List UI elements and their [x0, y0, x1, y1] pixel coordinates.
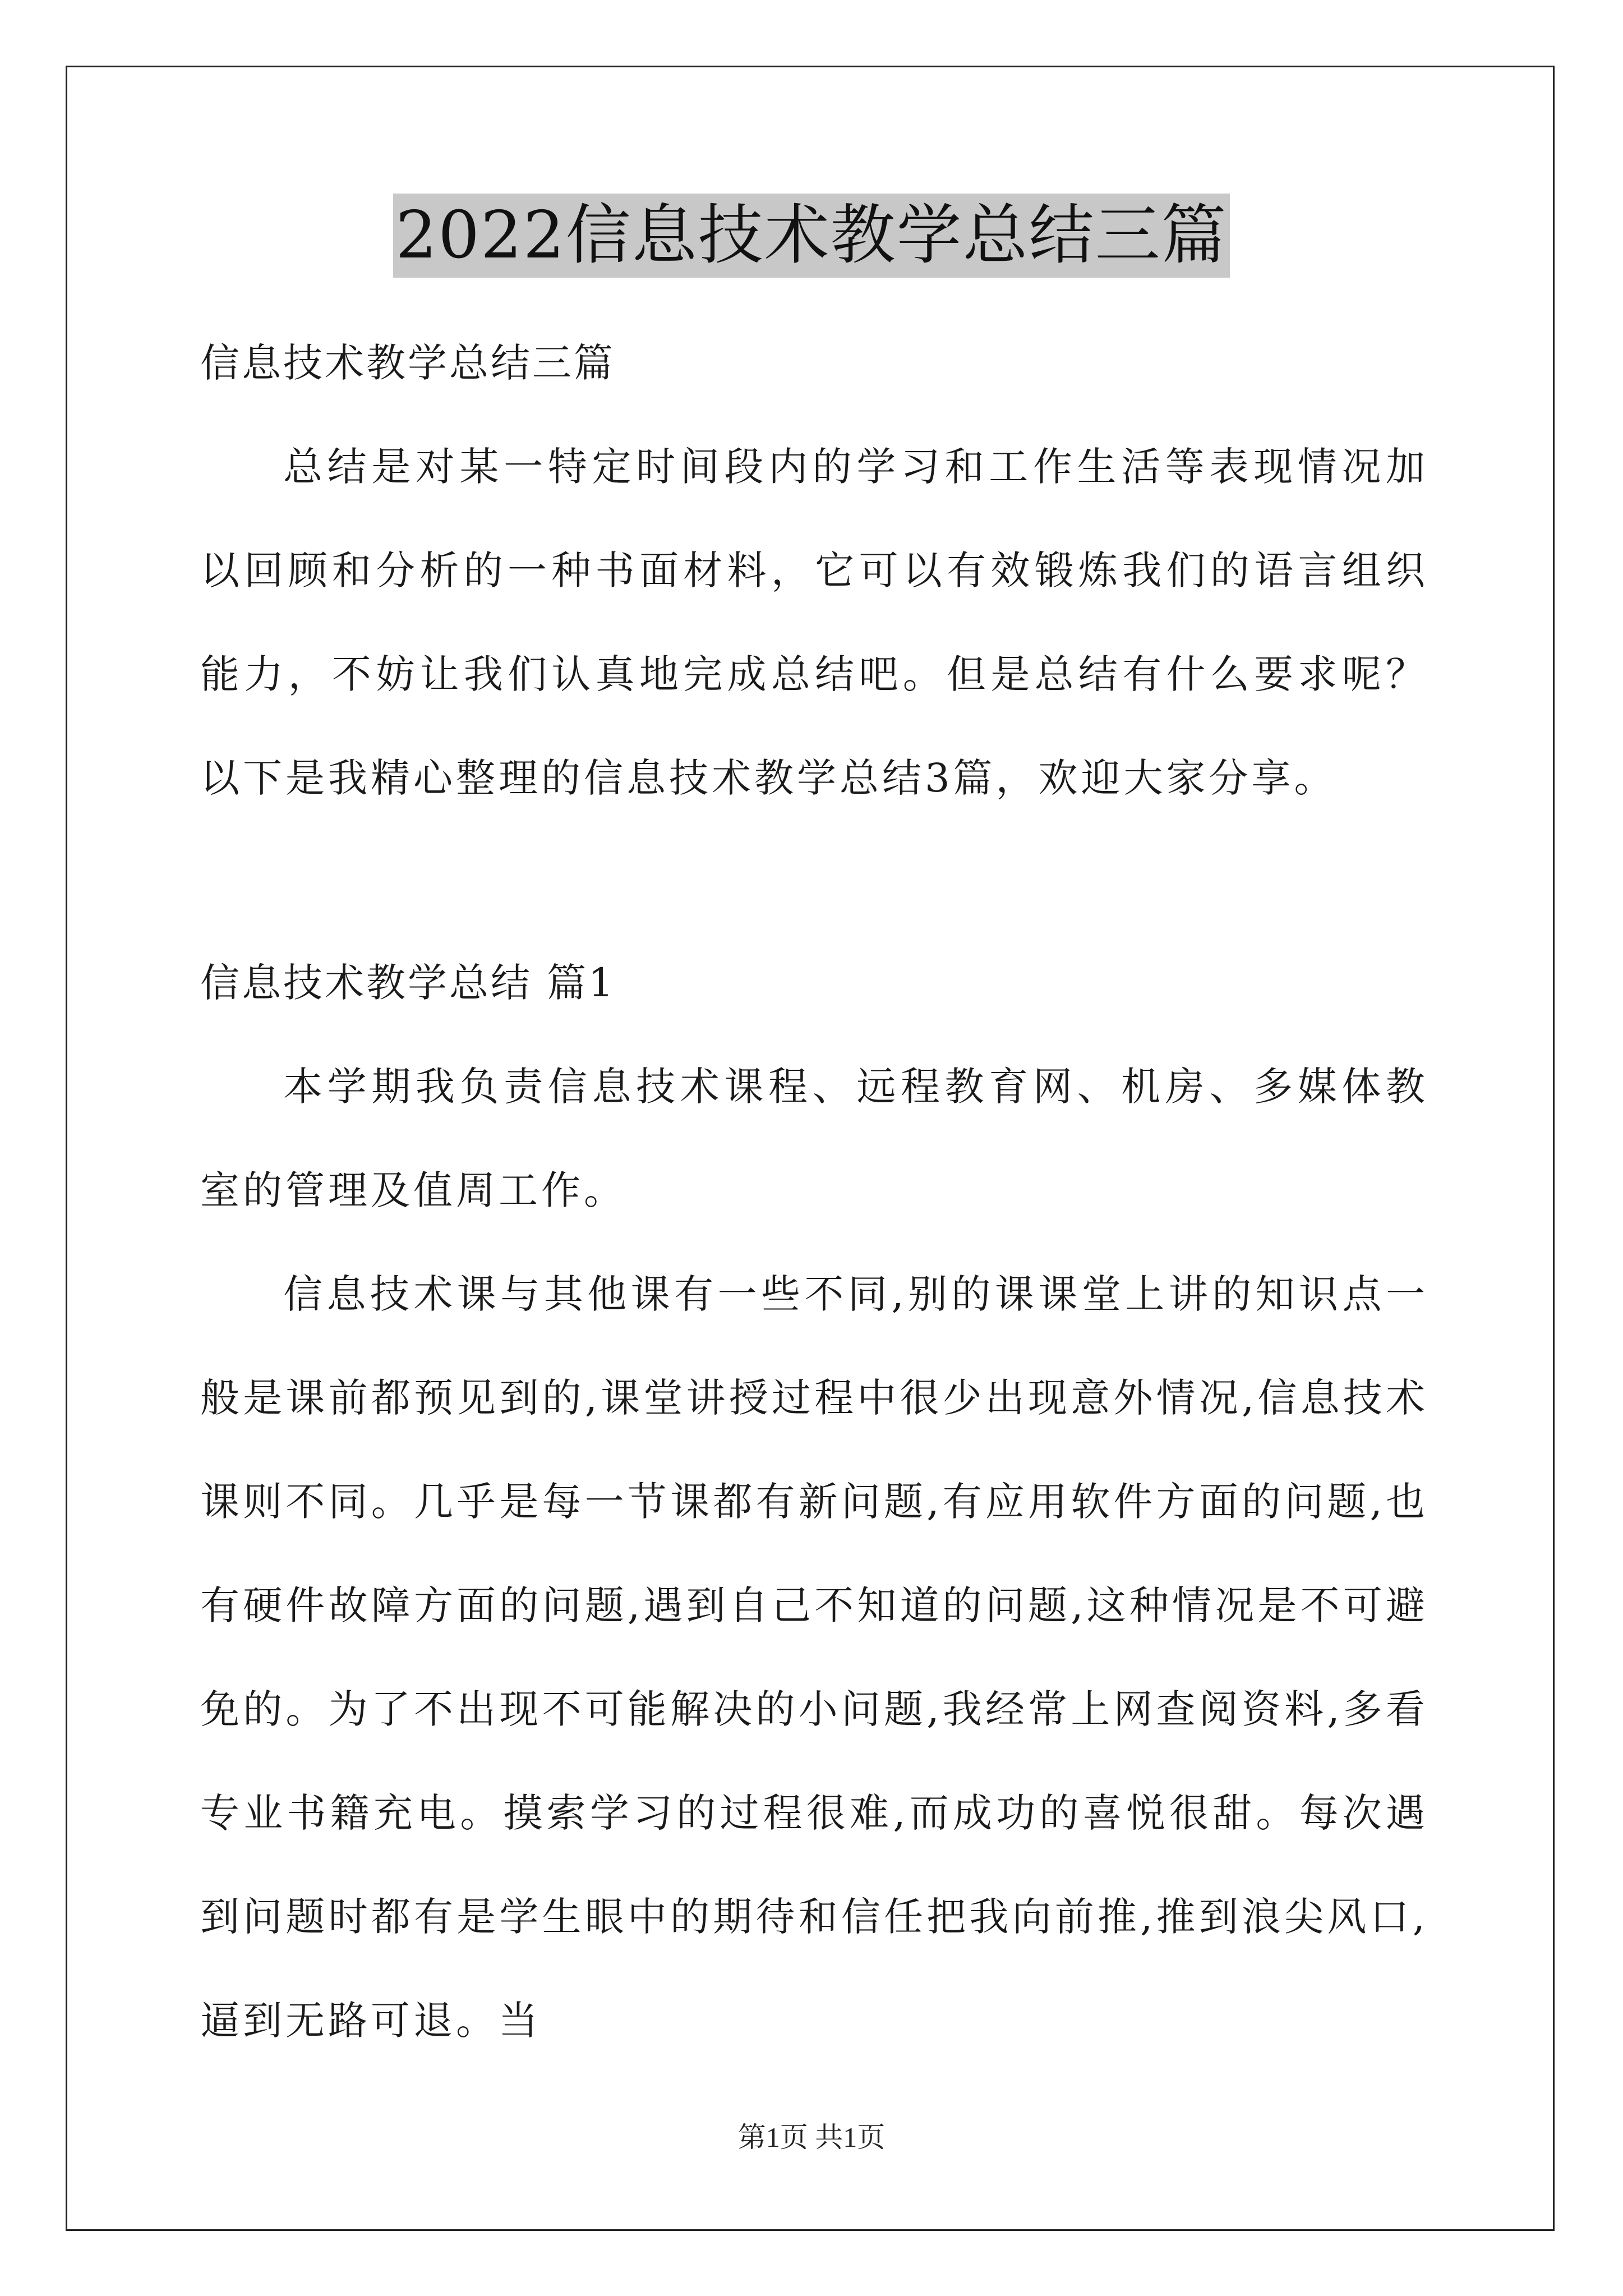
paragraph-teaching-notes: 信息技术课与其他课有一些不同,别的课课堂上讲的知识点一般是课前都预见到的,课堂讲授过程中很少出现意外情况,信息技术课则不同。几乎是每一节课都有新问题,有应用软件方面的问题,也有硬件故障方面的问题,遇到自己不知道的问题,这种情况是不可避免的。为了不出现不可能解决的小问题,我经常上网查阅资料,多看专业书籍充电。摸索学习的过程很难,而成功的喜悦很甜。每次遇到问题时都有是学生眼中的期待和信任把我向前推,推到浪尖风口,逼到无路可退。当 [200, 1271, 1428, 2044]
document-subtitle: 信息技术教学总结三篇 [200, 340, 615, 386]
document-title: 2022信息技术教学总结三篇 [393, 194, 1229, 278]
paragraph-responsibilities: 本学期我负责信息技术课程、远程教育网、机房、多媒体教室的管理及值周工作。 [200, 1064, 1428, 1213]
section-heading: 信息技术教学总结 篇1 [200, 960, 616, 1006]
title-container [0, 194, 1623, 278]
document-body-section [200, 931, 1428, 2073]
intro-paragraph: 总结是对某一特定时间段内的学习和工作生活等表现情况加以回顾和分析的一种书面材料，它可以有效锻炼我们的语言组织能力，不妨让我们认真地完成总结吧。但是总结有什么要求呢？以下是我精心整理的信息技术教学总结3篇，欢迎大家分享。 [200, 444, 1428, 801]
page-number-footer: 第1页 共1页 [737, 2122, 886, 2153]
document-body-top [200, 311, 1428, 830]
